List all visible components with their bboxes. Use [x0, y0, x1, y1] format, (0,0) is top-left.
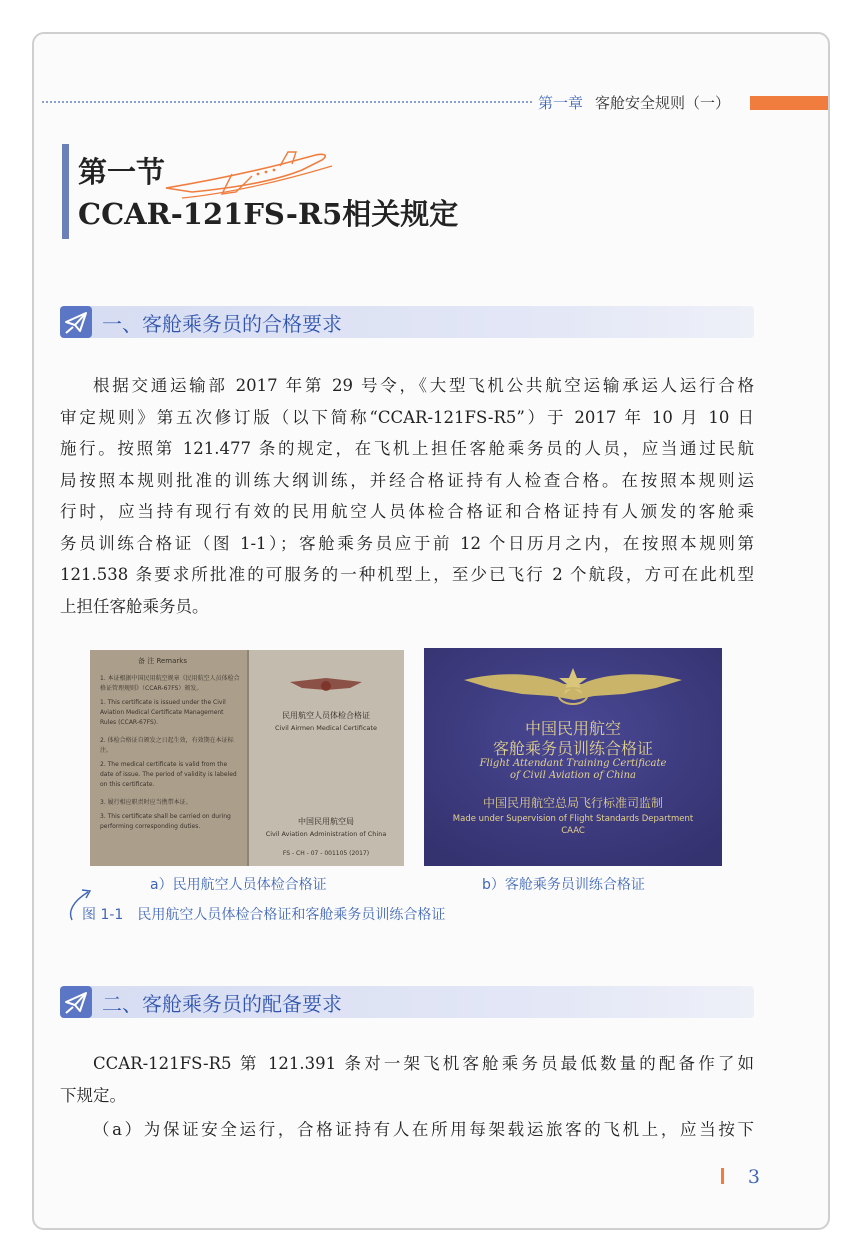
- training-certificate-photo: [424, 648, 722, 866]
- medical-cert-cn-title: 民用航空人员体检合格证: [282, 711, 370, 720]
- training-cert-en4: CAAC: [561, 826, 585, 836]
- paragraph-line: 根据交通运输部 2017 年第 29 号令，《大型飞机公共航空运输承运人运行合格: [93, 376, 754, 395]
- paragraph-rule-a: [60, 1114, 754, 1146]
- remarks-title: 备 注 Remarks: [138, 657, 187, 665]
- paragraph-line: CCAR-121FS-R5 第 121.391 条对一架飞机客舱乘务员最低数量的配备作了如: [93, 1054, 754, 1073]
- medical-cert-en-title: Civil Airmen Medical Certificate: [275, 724, 377, 732]
- remarks-line: 1. This certificate is issued under the Civil Aviation Medical Certificate Management Rules (CCAR-67FS).: [100, 699, 226, 726]
- caption-a: a）民用航空人员体检合格证: [150, 877, 327, 893]
- medical-certificate-photo: [90, 650, 404, 866]
- medical-cert-serial: FS - CH - 07 - 001105 (2017): [282, 850, 370, 857]
- running-head-text: [538, 92, 730, 113]
- training-cert-en3: Made under Supervision of Flight Standards Department: [452, 814, 694, 824]
- running-head-accent-bar: [750, 96, 828, 110]
- airplane-icon: [162, 144, 342, 204]
- medical-cert-org-cn: 中国民用航空局: [298, 817, 354, 826]
- remarks-text: [100, 674, 240, 832]
- remarks-line: 2. 体检合格证自颁发之日起生效，有效期在本证标注。: [100, 737, 234, 754]
- remarks-line: 3. This certificate shall be carried on during performing corresponding duties.: [100, 813, 231, 830]
- paragraph-line: 行时，应当持有现行有效的民用航空人员体检合格证和合格证持有人颁发的客舱乘: [60, 502, 754, 521]
- medical-cert-org-en: Civil Aviation Administration of China: [265, 830, 387, 838]
- paragraph-line: 施行。按照第 121.477 条的规定，在飞机上担任客舱乘务员的人员，应当通过民航: [60, 439, 754, 458]
- remarks-line: 2. The medical certificate is valid from the date of issue. The period of validity is labeled on this certificate.: [100, 761, 237, 788]
- figure-caption: [64, 904, 445, 924]
- heading-staffing: [60, 986, 754, 1018]
- page-number-accent: [721, 1168, 724, 1184]
- paragraph-line: （a）为保证安全运行，合格证持有人在所用每架载运旅客的飞机上，应当按下: [93, 1120, 754, 1139]
- training-cert-en1: Flight Attendant Training Certificate: [479, 758, 667, 769]
- section-title: [62, 144, 482, 239]
- heading-qualification-text: 一、客舱乘务员的合格要求: [102, 312, 342, 336]
- paper-plane-icon: [60, 986, 92, 1018]
- paragraph-line: 务员训练合格证（图 1-1）；客舱乘务员应于前 12 个日历月之内，在按照本规则第: [60, 533, 754, 553]
- training-cert-cn3: 中国民用航空总局飞行标准司监制: [482, 796, 663, 810]
- remarks-line: 1. 本证根据中国民用航空规章《民用航空人员体检合格证管理规则》（CCAR-67FS）颁发。: [100, 675, 240, 692]
- heading-qualification: [60, 306, 754, 338]
- paragraph-line: 上担任客舱乘务员。: [60, 596, 209, 616]
- paragraph-line: 下规定。: [60, 1085, 126, 1105]
- training-cert-cn1: 中国民用航空: [524, 719, 621, 738]
- section-heading: CCAR-121FS-R5相关规定: [78, 197, 459, 231]
- remarks-line: 3. 履行相应职责时应当携带本证。: [100, 799, 192, 806]
- section-title-bar: [62, 144, 69, 239]
- caption-b: b）客舱乘务员训练合格证: [482, 877, 645, 893]
- paragraph-line: 局按照本规则批准的训练大纲训练，并经合格证持有人检查合格。在按照本规则运: [60, 470, 754, 490]
- section-number: 第一节: [78, 155, 166, 189]
- chapter-label: 第一章: [538, 94, 584, 112]
- paragraph-qualification: [60, 370, 754, 622]
- dotted-rule: [42, 101, 532, 103]
- paragraph-line: 121.538 条要求所批准的可服务的一种机型上，至少已飞行 2 个航段，方可在此机型: [60, 565, 754, 584]
- training-cert-cn2: 客舱乘务员训练合格证: [492, 739, 653, 758]
- figure-title: 民用航空人员体检合格证和客舱乘务员训练合格证: [137, 907, 446, 923]
- book-page: [32, 32, 830, 1230]
- heading-staffing-text: 二、客舱乘务员的配备要求: [102, 992, 342, 1016]
- paragraph-line: 审定规则》第五次修订版（以下简称“CCAR-121FS-R5”）于 2017 年 10 月 10 日: [60, 407, 754, 427]
- figure-number: 图 1-1: [82, 907, 124, 923]
- paper-plane-icon: [60, 306, 92, 338]
- chapter-title: 客舱安全规则（一）: [595, 94, 731, 112]
- training-cert-en2: of Civil Aviation of China: [509, 770, 637, 781]
- running-head: [34, 92, 828, 112]
- paragraph-staffing: [60, 1048, 754, 1111]
- page-number: 3: [747, 1166, 760, 1188]
